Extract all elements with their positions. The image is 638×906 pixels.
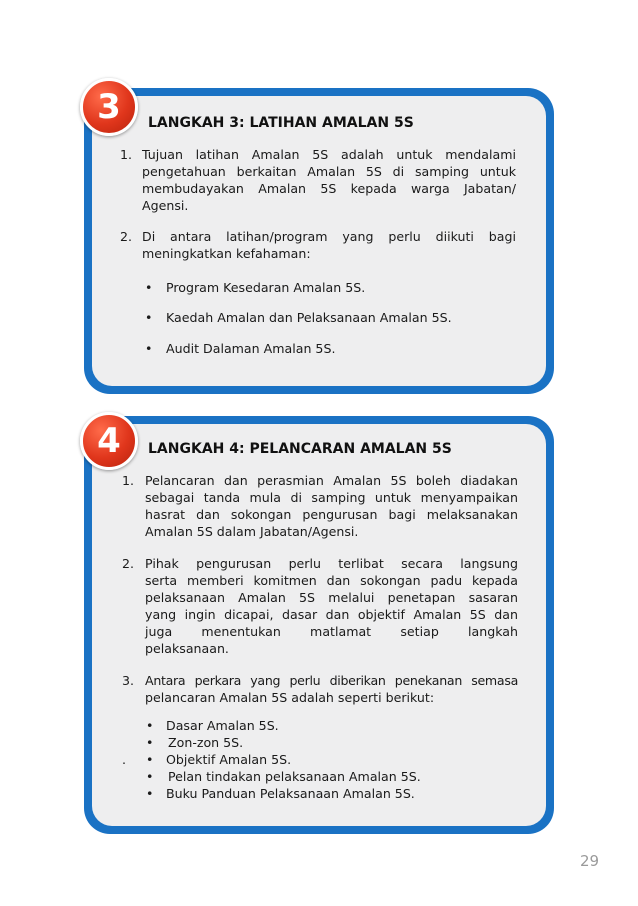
step4-item3-number: 3. bbox=[122, 673, 135, 688]
step3-bullet-item: Kaedah Amalan dan Pelaksanaan Amalan 5S. bbox=[166, 310, 452, 325]
step3-item1-line: pengetahuan berkaitan Amalan 5S di samping untuk bbox=[142, 164, 516, 179]
step4-stray-dot: . bbox=[122, 752, 127, 767]
step4-item2-line: serta memberi komitmen dan sokongan padu kepada bbox=[145, 573, 518, 588]
step4-item2-number: 2. bbox=[122, 556, 135, 571]
step4-number-badge: 4 bbox=[80, 412, 138, 470]
step4-item2-line: Pihak pengurusan perlu terlibat secara langsung bbox=[145, 556, 518, 571]
step3-number-badge: 3 bbox=[80, 78, 138, 136]
step4-item3-line: pelancaran Amalan 5S adalah seperti berikut: bbox=[145, 690, 435, 705]
step3-title: LANGKAH 3: LATIHAN AMALAN 5S bbox=[148, 115, 414, 131]
step4-bullet-item: Buku Panduan Pelaksanaan Amalan 5S. bbox=[166, 786, 415, 801]
step4-title: LANGKAH 4: PELANCARAN AMALAN 5S bbox=[148, 441, 452, 457]
step4-bullet-dot: • bbox=[146, 735, 154, 750]
step3-item1-line: Agensi. bbox=[142, 198, 189, 213]
step4-bullet-dot: • bbox=[146, 752, 154, 767]
step4-item1-line: hasrat dan sokongan pengurusan bagi melaksanakan bbox=[145, 507, 518, 522]
step3-bullet-item: Program Kesedaran Amalan 5S. bbox=[166, 280, 366, 295]
step4-item1-number: 1. bbox=[122, 473, 135, 488]
step3-bullet-dot: • bbox=[145, 341, 153, 356]
step3-bullet-item: Audit Dalaman Amalan 5S. bbox=[166, 341, 336, 356]
step4-item2-line: juga menentukan matlamat setiap langkah bbox=[145, 624, 518, 639]
step3-item1-line: Tujuan latihan Amalan 5S adalah untuk mendalami bbox=[142, 147, 516, 162]
step4-item1-line: sebagai tanda mula di samping untuk menyampaikan bbox=[145, 490, 518, 505]
step4-bullet-item: Pelan tindakan pelaksanaan Amalan 5S. bbox=[168, 769, 421, 784]
step4-item2-line: pelaksanaan. bbox=[145, 641, 229, 656]
step3-bullet-dot: • bbox=[145, 280, 153, 295]
step3-item1-line: membudayakan Amalan 5S kepada warga Jabatan/ bbox=[142, 181, 516, 196]
step4-bullet-dot: • bbox=[146, 718, 154, 733]
step4-bullet-item: Dasar Amalan 5S. bbox=[166, 718, 279, 733]
step3-item2-number: 2. bbox=[120, 229, 133, 244]
step4-item2-line: pelaksanaan Amalan 5S melalui penetapan sasaran bbox=[145, 590, 518, 605]
step4-item3-line: Antara perkara yang perlu diberikan penekanan semasa bbox=[145, 673, 518, 688]
step3-item2-line: meningkatkan kefahaman: bbox=[142, 246, 311, 261]
step4-item1-line: Amalan 5S dalam Jabatan/Agensi. bbox=[145, 524, 359, 539]
step3-item2-line: Di antara latihan/program yang perlu diikuti bagi bbox=[142, 229, 516, 244]
page-number: 29 bbox=[580, 852, 600, 870]
step4-bullet-dot: • bbox=[146, 786, 154, 801]
step4-bullet-item: Objektif Amalan 5S. bbox=[166, 752, 292, 767]
step4-item2-line: yang ingin dicapai, dasar dan objektif Amalan 5S dan bbox=[145, 607, 518, 622]
step4-bullet-dot: • bbox=[146, 769, 154, 784]
step3-bullet-dot: • bbox=[145, 310, 153, 325]
step4-bullet-item: Zon-zon 5S. bbox=[168, 735, 244, 750]
step3-item1-number: 1. bbox=[120, 147, 133, 162]
step4-item1-line: Pelancaran dan perasmian Amalan 5S boleh diadakan bbox=[145, 473, 518, 488]
